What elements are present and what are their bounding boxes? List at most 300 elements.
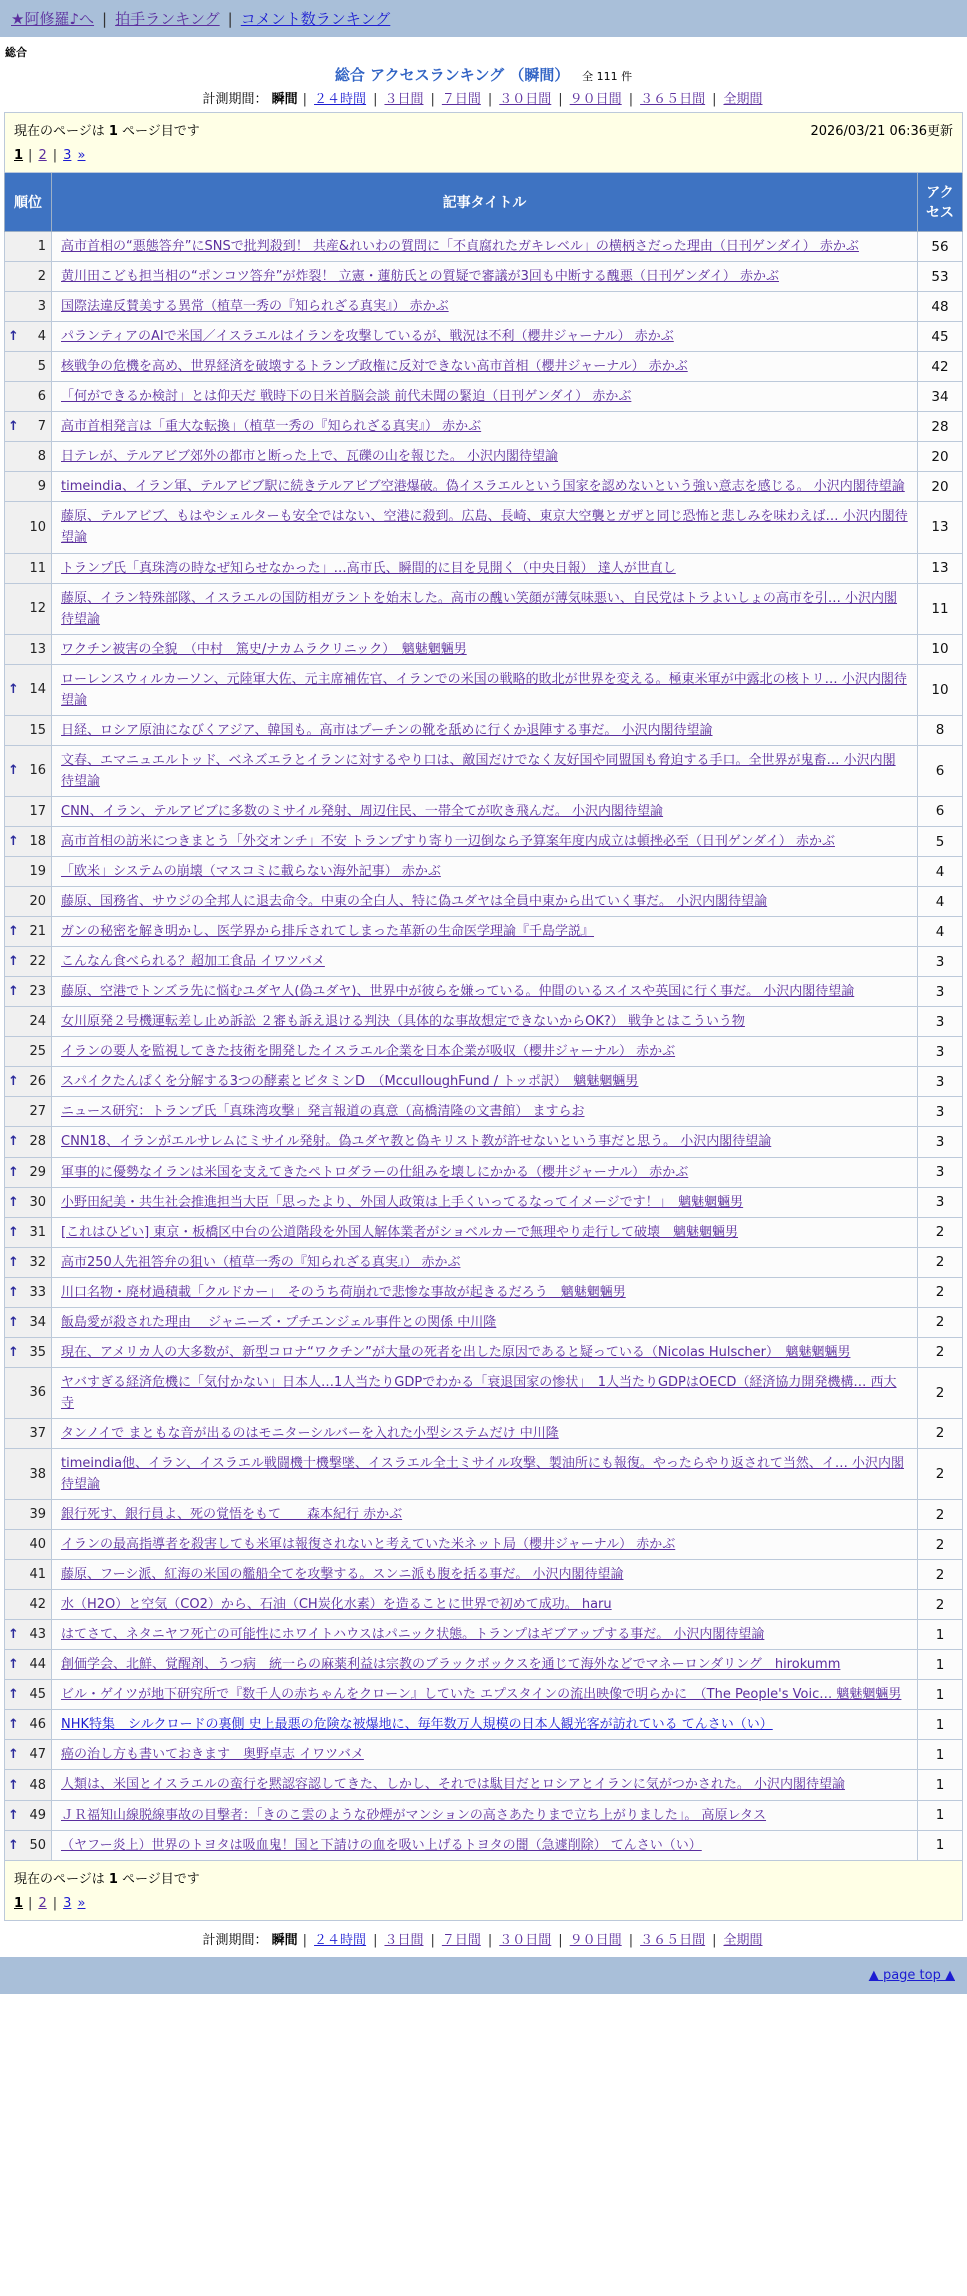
access-count: 3 [918, 1067, 963, 1097]
rank-up-arrow-icon: ↑ [8, 1254, 19, 1270]
rank-number: 31 [29, 1224, 46, 1240]
table-row [5, 1037, 963, 1067]
access-count: 3 [918, 977, 963, 1007]
article-link[interactable]: CNN18、イランがエルサレムにミサイル発射。偽ユダヤ教と偽キリスト教が許せないという事だと思う。 小沢内閣待望論 [61, 1134, 772, 1150]
rank-up-arrow-icon: ↑ [8, 834, 19, 849]
access-count: 2 [918, 1418, 963, 1448]
period-option-365d[interactable]: ３６５日間 [640, 92, 706, 107]
rank-cell [5, 1740, 52, 1770]
rank-cell [5, 1680, 52, 1710]
article-link[interactable]: 創価学会、北鮮、覚醒剤、うつ病 統一らの麻薬利益は宗教のブラックボックスを通じて海外などでマネーロンダリング hirokumm [61, 1657, 841, 1673]
access-count: 4 [918, 857, 963, 887]
access-count: 2 [918, 1500, 963, 1530]
rank-number: 43 [29, 1627, 46, 1643]
article-title-cell [52, 1710, 918, 1740]
rank-up-arrow-icon: ↑ [8, 1777, 19, 1793]
access-count: 2 [918, 1367, 963, 1418]
article-link[interactable]: ビル・ゲイツが地下研究所で『数千人の赤ちゃんをクローン』していた エプスタインの流出映像で明らかに （The People's Voic… 魑魅魍魎男 [61, 1687, 902, 1703]
table-row [5, 583, 963, 634]
article-link[interactable]: （ヤフー炎上）世界のトヨタは吸血鬼！国と下請けの血を吸い上げるトヨタの闇（急遽削除） てんさい（い） [61, 1837, 702, 1853]
rank-cell [5, 1187, 52, 1217]
period-option-30d[interactable]: ３０日間 [499, 1932, 552, 1948]
article-link[interactable]: 高市首相の“悪態答弁”にSNSで批判殺到！ 共産&れいわの質問に「不貞腐れたガキレベル」の横柄さだった理由（日刊ゲンダイ） 赤かぶ [61, 239, 859, 254]
rank-up-arrow-icon: ↑ [8, 1164, 19, 1180]
article-title-cell [52, 947, 918, 977]
access-count: 3 [918, 1187, 963, 1217]
table-row [5, 1247, 963, 1277]
updated-timestamp: 2026/03/21 06:36更新 [810, 124, 953, 139]
table-header-row [5, 173, 963, 232]
rank-cell [5, 1037, 52, 1067]
period-option-3d[interactable]: ３日間 [384, 1932, 424, 1948]
page-status: 現在のページは 1 ページ目です [14, 1871, 200, 1887]
rank-number: 26 [29, 1074, 46, 1090]
table-row [5, 1187, 963, 1217]
article-link[interactable]: 藤原、テルアビブ、もはやシェルターも安全ではない、空港に殺到。広島、長崎、東京大空襲とガザと同じ恐怖と悲しみを味わえば… 小沢内閣待望論 [61, 509, 908, 546]
article-title-cell [52, 232, 918, 262]
rank-up-arrow-icon: ↑ [8, 1314, 19, 1330]
rank-cell [5, 1157, 52, 1187]
rank-number: 4 [37, 329, 46, 345]
table-row [5, 1620, 963, 1650]
table-row [5, 553, 963, 583]
article-title-cell [52, 977, 918, 1007]
article-link[interactable]: ローレンスウィルカーソン、元陸軍大佐、元主席補佐官、イランでの米国の戦略的敗北が世界を変える。極東米軍が中露北の核トリ… 小沢内閣待望論 [61, 671, 907, 708]
access-count: 34 [918, 382, 963, 412]
article-title-cell [52, 1448, 918, 1499]
topnav-link-asura-home[interactable]: ★阿修羅♪へ [11, 10, 95, 28]
rank-cell [5, 502, 52, 553]
article-link[interactable]: 女川原発２号機運転差し止め訴訟 ２審も訴え退ける判決（具体的な事故想定できないからOK?） 戦争とはこういう物 [61, 1014, 745, 1030]
article-link[interactable]: CNN、イラン、テルアビブに多数のミサイル発射、周辺住民、一帯全てが吹き飛んだ。 小沢内閣待望論 [61, 803, 664, 819]
access-count: 3 [918, 1007, 963, 1037]
article-title-cell [52, 1560, 918, 1590]
rank-number: 42 [29, 1597, 46, 1613]
table-row [5, 715, 963, 745]
article-link[interactable]: ワクチン被害の全貌 （中村 篤史/ナカムラクリニック） 魑魅魍魎男 [61, 641, 467, 657]
rank-up-arrow-icon: ↑ [8, 1344, 19, 1360]
access-count: 8 [918, 715, 963, 745]
period-option-365d[interactable]: ３６５日間 [640, 1932, 706, 1948]
table-row [5, 1830, 963, 1860]
rank-number: 9 [37, 479, 46, 495]
rank-number: 13 [29, 641, 46, 657]
table-row [5, 1337, 963, 1367]
rank-cell [5, 442, 52, 472]
rank-number: 46 [29, 1717, 46, 1733]
access-count: 6 [918, 745, 963, 796]
article-link[interactable]: 日経、ロシア原油になびくアジア、韓国も。高市はプーチンの靴を舐めに行くか退陣する事だ。 小沢内閣待望論 [61, 722, 713, 738]
article-link[interactable]: 飯島愛が殺された理由 ＿ジャニーズ・プチエンジェル事件との関係 中川隆 [61, 1314, 497, 1330]
period-option-7d[interactable]: ７日間 [441, 1932, 481, 1948]
table-row [5, 1097, 963, 1127]
table-row [5, 1367, 963, 1418]
article-link[interactable]: イランの最高指導者を殺害しても米軍は報復されないと考えていた米ネット局（櫻井ジャーナル） 赤かぶ [61, 1537, 676, 1553]
period-option-30d[interactable]: ３０日間 [499, 92, 552, 107]
article-title-cell [52, 1530, 918, 1560]
rank-number: 5 [37, 359, 46, 375]
article-link[interactable]: タンノイで まともな音が出るのはモニターシルバーを入れた小型システムだけ 中川隆 [61, 1425, 559, 1441]
period-option-all[interactable]: 全期間 [723, 92, 763, 107]
rank-cell [5, 887, 52, 917]
access-count: 20 [918, 442, 963, 472]
access-count: 1 [918, 1830, 963, 1860]
period-option-3d[interactable]: ３日間 [384, 92, 424, 107]
rank-cell [5, 1590, 52, 1620]
access-count: 45 [918, 322, 963, 352]
table-row [5, 262, 963, 292]
article-title-cell [52, 442, 918, 472]
rank-cell [5, 1097, 52, 1127]
article-title-cell [52, 553, 918, 583]
access-count: 1 [918, 1620, 963, 1650]
rank-number: 20 [29, 894, 46, 910]
article-link[interactable]: 「欧米」システムの崩壊（マスコミに載らない海外記事） 赤かぶ [61, 864, 441, 880]
rank-number: 30 [29, 1194, 46, 1210]
rank-up-arrow-icon: ↑ [8, 329, 19, 345]
access-count: 13 [918, 502, 963, 553]
article-title-cell [52, 1217, 918, 1247]
access-count: 1 [918, 1680, 963, 1710]
rank-number: 39 [29, 1507, 46, 1523]
article-link[interactable]: 核戦争の危機を高め、世界経済を破壊するトランプ政権に反対できない高市首相（櫻井ジャーナル） 赤かぶ [61, 359, 688, 375]
table-row [5, 947, 963, 977]
rank-number: 21 [29, 924, 46, 940]
access-count: 48 [918, 292, 963, 322]
rank-column-header: 順位 [5, 173, 52, 232]
table-row [5, 1127, 963, 1157]
period-option-24h[interactable]: ２４時間 [314, 92, 367, 107]
article-link[interactable]: 銀行死す、銀行員よ、死の覚悟をもて 森本紀行 赤かぶ [61, 1507, 403, 1523]
page-status: 現在のページは 1 ページ目です [14, 124, 200, 139]
table-row [5, 1740, 963, 1770]
article-link[interactable]: 文春、エマニュエルトッド、ベネズエラとイランに対するやり口は、敵国だけでなく友好国や同盟国も脅迫する手口。全世界が鬼畜… 小沢内閣待望論 [61, 752, 896, 789]
access-count: 6 [918, 796, 963, 826]
article-title-cell [52, 262, 918, 292]
access-count: 2 [918, 1277, 963, 1307]
rank-cell [5, 472, 52, 502]
rank-up-arrow-icon: ↑ [8, 1687, 19, 1703]
article-link[interactable]: 黄川田こども担当相の“ポンコツ答弁”が炸裂！ 立憲・蓮舫氏との質疑で審議が3回も中断する醜悪（日刊ゲンダイ） 赤かぶ [61, 269, 779, 285]
article-link[interactable]: 藤原、国務省、サウジの全邦人に退去命令。中東の全白人、特に偽ユダヤは全員中東から出ていく事だ。 小沢内閣待望論 [61, 894, 768, 910]
rank-cell [5, 382, 52, 412]
access-count: 4 [918, 887, 963, 917]
rank-number: 24 [29, 1014, 46, 1030]
rank-cell [5, 826, 52, 856]
article-link[interactable]: イランの要人を監視してきた技術を開発したイスラエル企業を日本企業が吸収（櫻井ジャーナル） 赤かぶ [61, 1044, 676, 1060]
article-link[interactable]: 小野田紀美・共生社会推進担当大臣「思ったより、外国人政策は上手くいってるなってイメージです！」 魑魅魍魎男 [61, 1194, 744, 1210]
category-label: 総合 [5, 46, 27, 59]
access-count: 3 [918, 947, 963, 977]
table-row [5, 664, 963, 715]
table-row [5, 322, 963, 352]
article-title-cell [52, 715, 918, 745]
rank-cell [5, 412, 52, 442]
article-title-cell [52, 583, 918, 634]
period-label: 計測期間： [202, 1932, 268, 1948]
rank-cell [5, 1560, 52, 1590]
article-title-cell [52, 1247, 918, 1277]
table-row [5, 502, 963, 553]
access-count: 3 [918, 1157, 963, 1187]
rank-up-arrow-icon: ↑ [8, 1627, 19, 1643]
rank-cell [5, 1650, 52, 1680]
page-link-2[interactable]: 2 [38, 1895, 47, 1911]
current-page-number: 1 [108, 1871, 118, 1887]
rank-number: 25 [29, 1044, 46, 1060]
article-link[interactable]: ニュース研究：トランプ氏「真珠湾攻撃」発言報道の真意（高橋清隆の文書館） ますらお [61, 1104, 585, 1120]
table-row [5, 1307, 963, 1337]
article-title-cell [52, 1367, 918, 1418]
rank-number: 18 [29, 834, 46, 849]
article-link[interactable]: 高市250人先祖答弁の狙い（植草一秀の『知られざる真実』） 赤かぶ [61, 1254, 461, 1270]
article-title-cell [52, 1740, 918, 1770]
article-title-cell [52, 1680, 918, 1710]
rank-number: 28 [29, 1134, 46, 1150]
table-row [5, 1500, 963, 1530]
period-option-90d[interactable]: ９０日間 [569, 1932, 622, 1948]
rank-cell [5, 232, 52, 262]
access-count: 2 [918, 1590, 963, 1620]
table-row [5, 1710, 963, 1740]
period-option-24h[interactable]: ２４時間 [314, 1932, 367, 1948]
table-row [5, 1448, 963, 1499]
rank-cell [5, 1217, 52, 1247]
rank-cell [5, 1307, 52, 1337]
access-count: 28 [918, 412, 963, 442]
page-link-2[interactable]: 2 [38, 148, 47, 163]
rank-number: 35 [29, 1344, 46, 1360]
article-title-cell [52, 917, 918, 947]
article-link[interactable]: はてさて、ネタニヤフ死亡の可能性にホワイトハウスはパニック状態。トランプはギブアップする事だ。 小沢内閣待望論 [61, 1627, 765, 1643]
article-link[interactable]: 人類は、米国とイスラエルの蛮行を黙認容認してきた、しかし、それでは駄目だとロシアとイランに気がつかされた。 小沢内閣待望論 [61, 1777, 846, 1793]
rank-up-arrow-icon: ↑ [8, 1194, 19, 1210]
rank-up-arrow-icon: ↑ [8, 1807, 19, 1823]
page-link-3[interactable]: 3 [63, 1895, 72, 1911]
current-page-number: 1 [108, 124, 118, 139]
article-link[interactable]: 高市首相の訪米につきまとう「外交オンチ」不安 トランプすり寄り一辺倒なら予算案年度内成立は頓挫必至（日刊ゲンダイ） 赤かぶ [61, 833, 835, 849]
rank-cell [5, 262, 52, 292]
page-title: 総合 アクセスランキング （瞬間） [334, 66, 570, 84]
table-row [5, 412, 963, 442]
rank-cell [5, 1247, 52, 1277]
table-row [5, 472, 963, 502]
article-link[interactable]: [これはひどい] 東京・板橋区中台の公道階段を外国人解体業者がショベルカーで無理やり走行して破壊 魑魅魍魎男 [61, 1224, 739, 1240]
rank-cell [5, 1830, 52, 1860]
access-count: 13 [918, 553, 963, 583]
article-title-cell [52, 664, 918, 715]
page-link-1[interactable]: 1 [14, 1895, 24, 1911]
rank-number: 47 [29, 1747, 46, 1763]
rank-cell [5, 1448, 52, 1499]
bottom-spacer [0, 1994, 967, 2024]
article-title-cell [52, 1007, 918, 1037]
article-title-cell [52, 322, 918, 352]
rank-number: 6 [37, 389, 46, 405]
table-row [5, 1800, 963, 1830]
table-row [5, 1418, 963, 1448]
topnav-link-comment-ranking[interactable]: コメント数ランキング [240, 10, 391, 28]
rank-cell [5, 1277, 52, 1307]
table-row [5, 826, 963, 856]
rank-number: 23 [29, 984, 46, 1000]
article-link[interactable]: 国際法違反賛美する異常（植草一秀の『知られざる真実』） 赤かぶ [61, 299, 449, 315]
rank-cell [5, 917, 52, 947]
article-title-cell [52, 382, 918, 412]
period-option-all[interactable]: 全期間 [723, 1932, 763, 1948]
article-link[interactable]: 高市首相発言は「重大な転換」（植草一秀の『知られざる真実』） 赤かぶ [61, 419, 482, 435]
access-count: 10 [918, 664, 963, 715]
table-row [5, 382, 963, 412]
table-row [5, 232, 963, 262]
access-count: 3 [918, 1097, 963, 1127]
article-title-cell [52, 796, 918, 826]
article-link[interactable]: timeindia、イラン軍、テルアビブ駅に続きテルアビブ空港爆破。偽イスラエルという国家を認めないという強い意志を感じる。 小沢内閣待望論 [61, 479, 905, 495]
article-link[interactable]: 藤原、空港でトンズラ先に悩むユダヤ人(偽ユダヤ)、世界中が彼らを嫌っている。仲間のいるスイスや英国に行く事だ。 小沢内閣待望論 [61, 984, 855, 1000]
article-link[interactable]: ガンの秘密を解き明かし、医学界から排斥されてしまった革新の生命医学理論『千島学説』 [61, 924, 595, 940]
rank-up-arrow-icon: ↑ [8, 419, 19, 435]
article-link[interactable]: トランプ氏「真珠湾の時なぜ知らせなかった」…高市氏、瞬間的に目を見開く（中央日報） 達人が世直し [61, 560, 676, 576]
page-title-line [0, 64, 967, 85]
rank-number: 15 [29, 722, 46, 738]
rank-cell [5, 1367, 52, 1418]
rank-up-arrow-icon: ↑ [8, 1837, 19, 1853]
rank-cell [5, 664, 52, 715]
page-info-bottom [5, 1860, 963, 1920]
total-count: 全 111 件 [582, 70, 633, 83]
article-title-cell [52, 1307, 918, 1337]
article-link[interactable]: ＪＲ福知山線脱線事故の目撃者：「きのこ雲のような砂煙がマンションの高さあたりまで立ち上がりました」。 高原レタス [61, 1807, 767, 1823]
rank-number: 48 [29, 1777, 46, 1793]
article-title-cell [52, 502, 918, 553]
pagination-bottom: 1 | 2 | 3 » [14, 1895, 86, 1911]
article-link[interactable]: 川口名物・廃材過積載「クルドカー」 そのうち荷崩れで悲惨な事故が起きるだろう 魑魅魍魎男 [61, 1284, 626, 1300]
article-link[interactable]: こんなん食べられる？超加工食品 イワツバメ [61, 954, 325, 970]
topnav-separator: | [102, 10, 108, 28]
article-title-cell [52, 1187, 918, 1217]
rank-number: 38 [29, 1466, 46, 1482]
period-option-90d[interactable]: ９０日間 [569, 92, 622, 107]
access-count: 2 [918, 1337, 963, 1367]
rank-number: 12 [29, 601, 46, 617]
period-option-instant: 瞬間 [271, 1932, 298, 1948]
table-row [5, 977, 963, 1007]
rank-number: 16 [29, 763, 46, 779]
article-link[interactable]: 癌の治し方も書いておきます 奥野卓志 イワツバメ [61, 1747, 364, 1763]
table-row [5, 1157, 963, 1187]
rank-number: 7 [37, 419, 46, 435]
rank-up-arrow-icon: ↑ [8, 1747, 19, 1763]
rank-cell [5, 977, 52, 1007]
article-title-cell [52, 1097, 918, 1127]
table-row [5, 1530, 963, 1560]
article-link[interactable]: 日テレが、テルアビブ郊外の都市と断った上で、瓦礫の山を報じた。 小沢内閣待望論 [61, 449, 558, 465]
rank-cell [5, 553, 52, 583]
access-count: 53 [918, 262, 963, 292]
rank-number: 1 [37, 239, 46, 255]
rank-up-arrow-icon: ↑ [8, 924, 19, 940]
access-count: 3 [918, 1037, 963, 1067]
period-option-7d[interactable]: ７日間 [441, 92, 481, 107]
rank-up-arrow-icon: ↑ [8, 1134, 19, 1150]
title-column-header: 記事タイトル [52, 173, 918, 232]
article-title-cell [52, 1650, 918, 1680]
access-count: 2 [918, 1560, 963, 1590]
topnav-separator: | [227, 10, 233, 28]
access-count: 1 [918, 1650, 963, 1680]
period-selector-top: 計測期間： 瞬間 | ２４時間 | ３日間 | ７日間 | ３０日間 | ９０日間 | ３６５日間 | 全期間 [202, 92, 763, 107]
table-row [5, 1277, 963, 1307]
table-row [5, 745, 963, 796]
rank-number: 37 [29, 1425, 46, 1441]
article-link[interactable]: ヤバすぎる経済危機に「気付かない」日本人…1人当たりGDPでわかる「衰退国家の惨状」 1人当たりGDPはOECD（経済協力開発機構… 西大寺 [61, 1374, 897, 1411]
article-link[interactable]: timeindia他、イラン、イスラエル戦闘機十機撃墜、イスラエル全土ミサイル攻撃、製油所にも報復。やったらやり返されて当然、イ… 小沢内閣待望論 [61, 1455, 904, 1493]
rank-cell [5, 1800, 52, 1830]
article-title-cell [52, 826, 918, 856]
top-nav-bar [0, 0, 967, 37]
access-count: 1 [918, 1740, 963, 1770]
table-row [5, 442, 963, 472]
article-title-cell [52, 1037, 918, 1067]
article-link[interactable]: 軍事的に優勢なイランは米国を支えてきたペトロダラーの仕組みを壊しにかかる（櫻井ジャーナル） 赤かぶ [61, 1164, 689, 1180]
rank-cell [5, 1418, 52, 1448]
page-link-3[interactable]: 3 [63, 148, 72, 163]
page-link-1[interactable]: 1 [14, 148, 24, 163]
ranking-table-wrap [4, 112, 963, 1921]
rank-cell [5, 857, 52, 887]
rank-number: 22 [29, 954, 46, 970]
rank-number: 36 [29, 1385, 46, 1401]
rank-cell [5, 1007, 52, 1037]
article-link[interactable]: 藤原、イラン特殊部隊、イスラエルの国防相ガラントを始末した。高市の醜い笑顔が薄気味悪い、自民党はトラよいしょの高市を引… 小沢内閣待望論 [61, 590, 898, 627]
page-link-next[interactable]: » [77, 1895, 86, 1911]
access-count: 2 [918, 1448, 963, 1499]
access-count: 3 [918, 1127, 963, 1157]
article-title-cell [52, 887, 918, 917]
article-title-cell [52, 1067, 918, 1097]
table-row [5, 1650, 963, 1680]
page-link-next[interactable]: » [77, 148, 86, 163]
rank-cell [5, 1620, 52, 1650]
article-title-cell [52, 352, 918, 382]
topnav-link-clap-ranking[interactable]: 拍手ランキング [115, 10, 220, 28]
rank-up-arrow-icon: ↑ [8, 984, 19, 1000]
article-link[interactable]: 「何ができるか検討」とは仰天だ 戦時下の日米首脳会談 前代未聞の緊迫（日刊ゲンダイ） 赤かぶ [61, 389, 632, 405]
article-link[interactable]: パランティアのAIで米国／イスラエルはイランを攻撃しているが、戦況は不利（櫻井ジャーナル） 赤かぶ [61, 329, 674, 345]
rank-number: 10 [29, 519, 46, 535]
article-title-cell [52, 1830, 918, 1860]
article-link[interactable]: スパイクたんぱくを分解する3つの酵素とビタミンD （McculloughFund / トッポ訳） 魑魅魍魎男 [61, 1074, 639, 1090]
article-link[interactable]: 水（H2O）と空気（CO2）から、石油（CH炭化水素）を造ることに世界で初めて成功。 haru [61, 1597, 612, 1613]
article-link[interactable]: 現在、アメリカ人の大多数が、新型コロナ“ワクチン”が大量の死者を出した原因であると疑っている（Nicolas Hulscher） 魑魅魍魎男 [61, 1344, 851, 1360]
article-link[interactable]: NHK特集 シルクロードの裏側 史上最悪の危険な被爆地に、毎年数万人規模の日本人観光客が訪れている てんさい（い） [61, 1717, 773, 1733]
rank-number: 33 [29, 1284, 46, 1300]
article-link[interactable]: 藤原、フーシ派、紅海の米国の艦船全てを攻撃する。スンニ派も腹を括る事だ。 小沢内閣待望論 [61, 1567, 624, 1583]
article-title-cell [52, 1800, 918, 1830]
rank-number: 11 [29, 560, 46, 576]
access-count: 5 [918, 826, 963, 856]
rank-cell [5, 352, 52, 382]
rank-up-arrow-icon: ↑ [8, 1074, 19, 1090]
access-count: 11 [918, 583, 963, 634]
access-count: 56 [918, 232, 963, 262]
page-top-link[interactable]: ▲ page top ▲ [868, 1967, 955, 1983]
page-top-bar [0, 1957, 967, 1994]
article-title-cell [52, 1337, 918, 1367]
table-row [5, 1560, 963, 1590]
rank-up-arrow-icon: ↑ [8, 1717, 19, 1733]
table-row [5, 1680, 963, 1710]
